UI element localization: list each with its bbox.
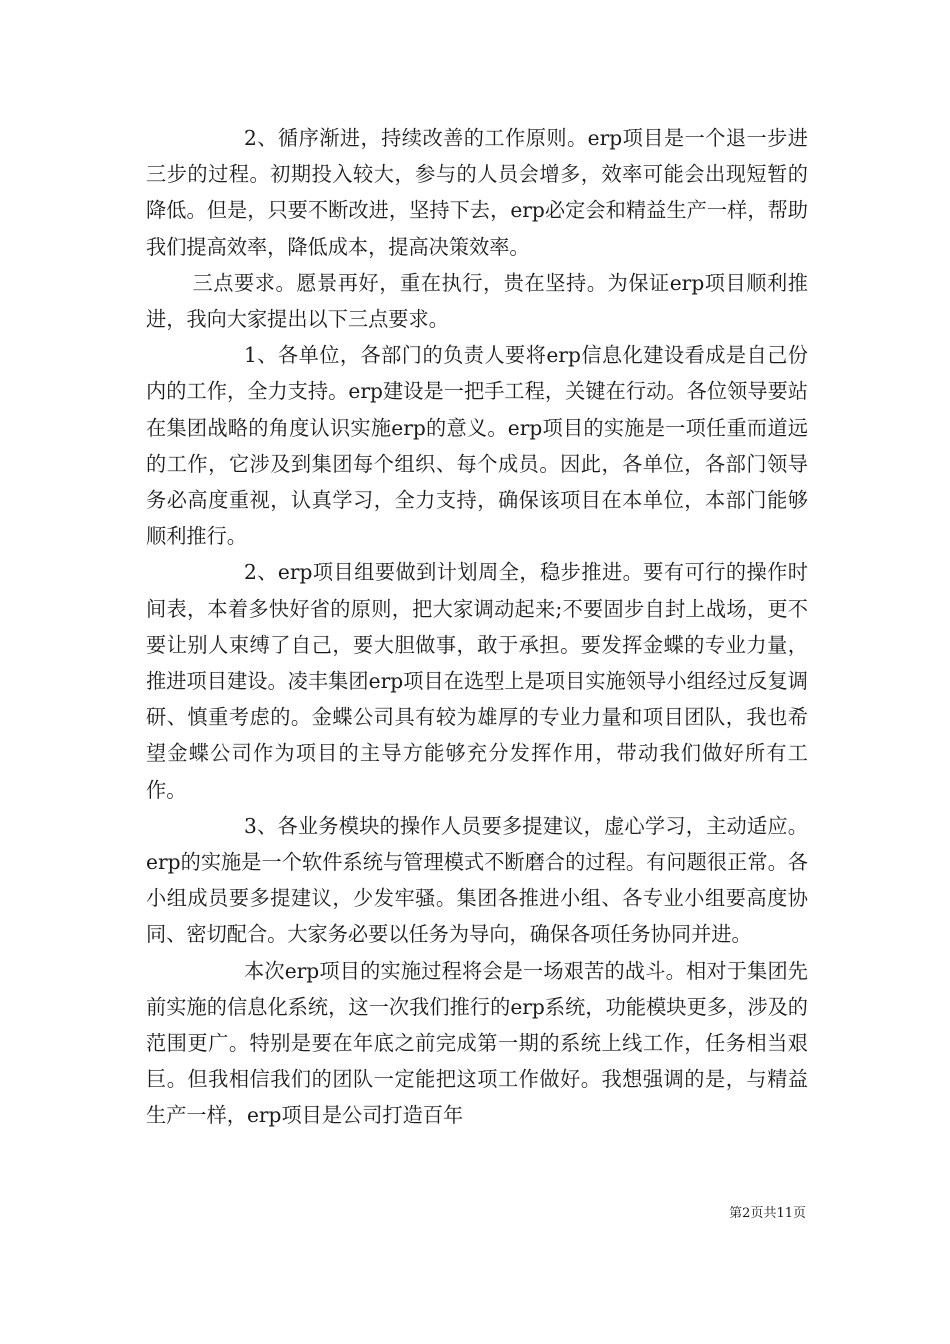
paragraph-principle-2: 2、循序渐进，持续改善的工作原则。erp项目是一个退一步进三步的过程。初期投入较大，参与的人员会增多，效率可能会出现短暂的降低。但是，只要不断改进，坚持下去，erp必定会和精益生产一样，帮助我们提高效率，降低成本，提高决策效率。 — [146, 126, 808, 259]
paragraph-requirement-2: 2、erp项目组要做到计划周全，稳步推进。要有可行的操作时间表，本着多快好省的原则，把大家调动起来;不要固步自封上战场，更不要让别人束缚了自己，要大胆做事，敢于承担。要发挥金蝶的专业力量，推进项目建设。凌丰集团erp项目在选型上是项目实施领导小组经过反复调研、慎重考虑的。金蝶公司具有较为雄厚的专业力量和项目团队，我也希望金蝶公司作为项目的主导方能够充分发挥作用，带动我们做好所有工作。 — [146, 560, 808, 802]
document-body — [146, 120, 808, 1134]
paragraph-three-requirements: 三点要求。愿景再好，重在执行，贵在坚持。为保证erp项目顺利推进，我向大家提出以下三点要求。 — [146, 270, 808, 332]
page-number-footer: 第2页共11页 — [729, 1206, 806, 1221]
paragraph-conclusion: 本次erp项目的实施过程将会是一场艰苦的战斗。相对于集团先前实施的信息化系统，这一次我们推行的erp系统，功能模块更多，涉及的范围更广。特别是要在年底之前完成第一期的系统上线工作，任务相当艰巨。但我相信我们的团队一定能把这项工作做好。我想强调的是，与精益生产一样，erp项目是公司打造百年 — [146, 958, 808, 1128]
paragraph-requirement-1: 1、各单位，各部门的负责人要将erp信息化建设看成是自己份内的工作，全力支持。erp建设是一把手工程，关键在行动。各位领导要站在集团战略的角度认识实施erp的意义。erp项目的实施是一项任重而道远的工作，它涉及到集团每个组织、每个成员。因此，各单位，各部门领导务必高度重视，认真学习，全力支持，确保该项目在本单位，本部门能够顺利推行。 — [146, 343, 808, 549]
paragraph-requirement-3: 3、各业务模块的操作人员要多提建议，虚心学习，主动适应。erp的实施是一个软件系统与管理模式不断磨合的过程。有问题很正常。各小组成员要多提建议，少发牢骚。集团各推进小组、各专业小组要高度协同、密切配合。大家务必要以任务为导向，确保各项任务协同并进。 — [146, 813, 808, 947]
